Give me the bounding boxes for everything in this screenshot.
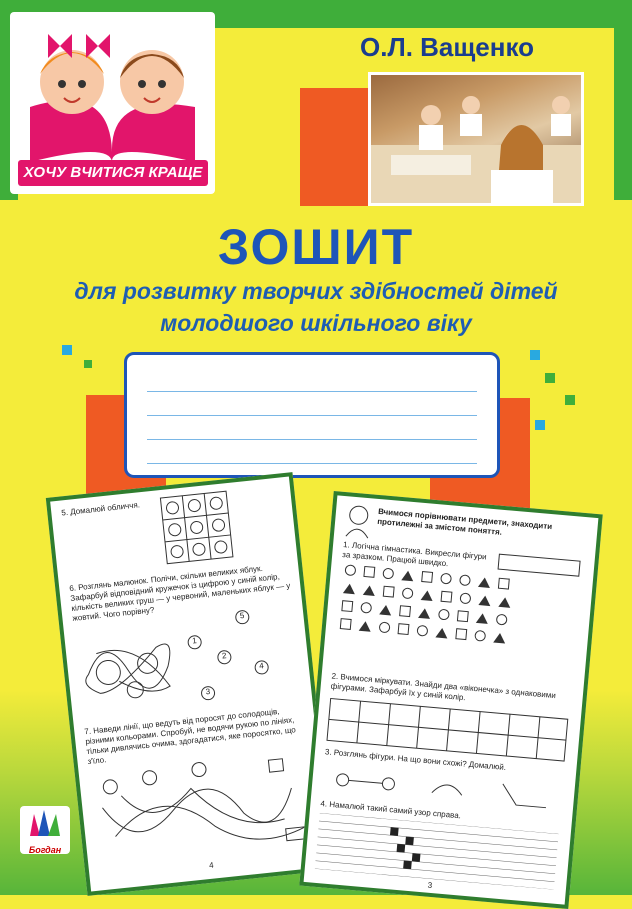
publisher-logo	[20, 806, 70, 854]
classroom-scene	[371, 75, 581, 203]
writing-line	[147, 439, 477, 440]
number-circle: 1	[187, 635, 202, 650]
task-6-text: 6. Розглянь малюнок. Полічи, скільки великих яблук. Зафарбуй відповідний кружечок із цифрою у синій колір, кількість великих груш — у червоний, маленьких яблук — у жовтий. Чого порівну?	[68, 563, 291, 623]
child-icon	[342, 502, 375, 540]
blue-square	[530, 350, 540, 360]
number-circle: 2	[217, 650, 232, 665]
series-label: ХОЧУ ВЧИТИСЯ КРАЩЕ	[18, 160, 208, 186]
task-2-text: 2. Вчимося міркувати. Знайди два «віконечка» з однаковими фігурами. Зафарбуй їх у синій колір.	[330, 671, 557, 703]
number-circle: 5	[235, 609, 250, 624]
sample-figures-box	[498, 554, 581, 577]
subtitle-line-2: молодшого шкільного віку	[160, 310, 472, 336]
page-number: 3	[427, 880, 433, 891]
number-circle: 3	[200, 685, 215, 700]
task-1-text: 1. Логічна гімнастика. Викресли фігури за зразком. Працюй швидко.	[341, 540, 487, 569]
right-page-heading: Вчимося порівнювати предмети, знаходити протилежні за змістом поняття.	[376, 506, 553, 537]
faces-grid	[158, 489, 235, 566]
writing-line	[147, 391, 477, 392]
green-square	[545, 373, 555, 383]
classroom-photo	[368, 72, 584, 206]
writing-line	[147, 415, 477, 416]
right-green-band	[614, 0, 632, 200]
author-name: О.Л. Ващенко	[360, 32, 535, 62]
book-title: ЗОШИТ	[217, 219, 415, 275]
children-reading-illustration	[10, 12, 215, 162]
green-square	[84, 360, 92, 368]
number-circle: 4	[254, 660, 269, 675]
tangled-fruits-drawing	[74, 624, 192, 715]
figures-grid	[335, 562, 580, 655]
left-page-preview	[46, 472, 334, 896]
task-4-text: 4. Намалюй такий самий узор справа.	[320, 799, 462, 821]
pigs-maze-drawing	[88, 746, 317, 868]
blue-square	[535, 420, 545, 430]
publisher-flower-icon	[20, 806, 70, 840]
name-field-box	[124, 352, 500, 478]
right-page-preview	[299, 491, 602, 909]
task-5-text: 5. Домалюй обличчя.	[60, 500, 141, 518]
blue-square	[62, 345, 72, 355]
task-3-text: 3. Розглянь фігури. На що вони схожі? Домалюй.	[324, 747, 507, 773]
green-square	[565, 395, 575, 405]
writing-line	[147, 463, 477, 464]
task-7-text: 7. Наведи лінії, що ведуть від поросят до солодощів, різними кольорами. Спробуй, не водячи рукою по лініях, тільки дивлячись очима, здогадатися, яке поросятко, що з'їло.	[83, 706, 297, 767]
subtitle-line-1: для розвитку творчих здібностей дітей	[74, 278, 558, 304]
publisher-name: Богдан	[28, 845, 62, 855]
page-number: 4	[208, 860, 214, 870]
